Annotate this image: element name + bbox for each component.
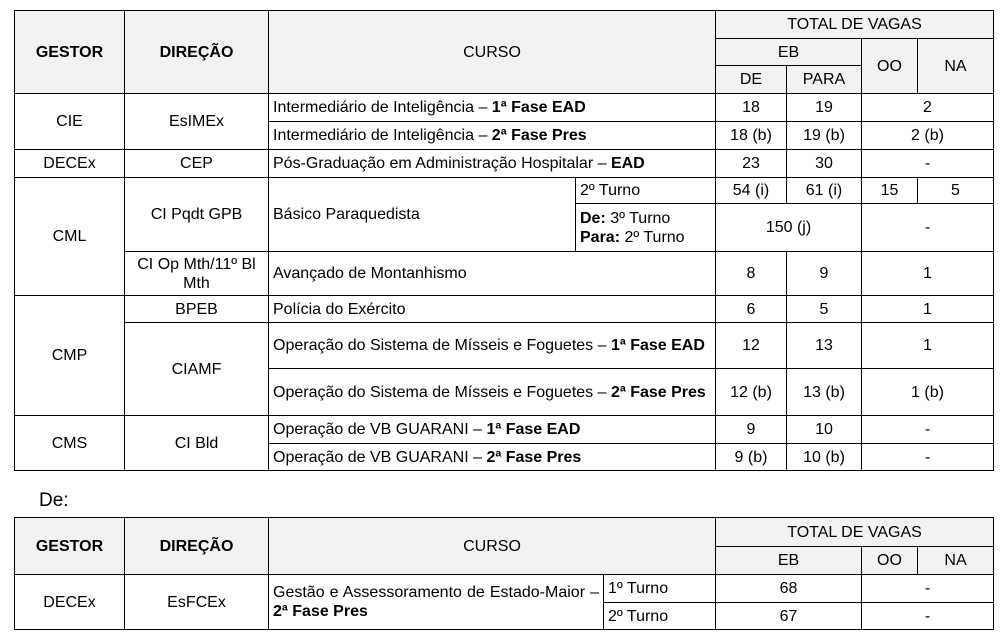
gestor-cell: CIE	[15, 94, 125, 150]
turno-cell: 2º Turno	[576, 178, 716, 204]
gestor-cell: DECEx	[15, 150, 125, 178]
oo-na-cell: -	[862, 575, 994, 603]
header-gestor: GESTOR	[15, 518, 125, 575]
curso-cell: Operação do Sistema de Mísseis e Foguetes – 1ª Fase EAD	[269, 323, 716, 369]
table-row	[15, 416, 994, 444]
de-cell: 18 (b)	[716, 122, 787, 150]
eb-cell: 68	[716, 575, 862, 603]
direcao-cell: CI Bld	[125, 416, 269, 471]
para-cell: 19	[787, 94, 862, 122]
de-cell: 6	[716, 296, 787, 323]
turno-cell: 1º Turno	[604, 575, 716, 603]
table-row	[15, 575, 994, 603]
oo-na-cell: -	[862, 150, 994, 178]
eb-cell: 150 (j)	[716, 204, 862, 252]
section-label-de: De:	[39, 490, 69, 511]
gestor-cell: CML	[15, 178, 125, 296]
oo-na-cell: 1	[862, 323, 994, 369]
direcao-cell: EsFCEx	[125, 575, 269, 630]
de-cell: 54 (i)	[716, 178, 787, 204]
direcao-cell: CI Op Mth/11º Bl Mth	[125, 252, 269, 296]
curso-cell: Gestão e Assessoramento de Estado-Maior – 2ª Fase Pres	[269, 575, 604, 630]
table-row	[15, 296, 994, 323]
de-cell: 23	[716, 150, 787, 178]
header-para: PARA	[787, 66, 862, 94]
para-cell: 13	[787, 323, 862, 369]
header-gestor: GESTOR	[15, 11, 125, 94]
para-cell: 61 (i)	[787, 178, 862, 204]
curso-cell: Intermediário de Inteligência – 1ª Fase EAD	[269, 94, 716, 122]
oo-na-cell: 1	[862, 252, 994, 296]
curso-cell: Avançado de Montanhismo	[269, 252, 716, 296]
header-curso: CURSO	[269, 11, 716, 94]
table-row	[15, 323, 994, 369]
header-total-vagas: TOTAL DE VAGAS	[716, 11, 994, 39]
oo-na-cell: -	[862, 444, 994, 471]
header-na: NA	[918, 39, 994, 94]
oo-na-cell: -	[862, 204, 994, 252]
direcao-cell: CI Pqdt GPB	[125, 178, 269, 252]
table-row	[15, 178, 994, 204]
de-cell: 9 (b)	[716, 444, 787, 471]
turno-cell: 2º Turno	[604, 603, 716, 630]
gestor-cell: DECEx	[15, 575, 125, 630]
header-curso: CURSO	[269, 518, 716, 575]
oo-cell: 15	[862, 178, 918, 204]
de-cell: 18	[716, 94, 787, 122]
direcao-cell: CEP	[125, 150, 269, 178]
de-cell: 8	[716, 252, 787, 296]
table-row	[15, 252, 994, 296]
oo-na-cell: 2	[862, 94, 994, 122]
de-cell: 12 (b)	[716, 369, 787, 416]
oo-na-cell: -	[862, 603, 994, 630]
para-cell: 10	[787, 416, 862, 444]
header-na: NA	[918, 547, 994, 575]
para-cell: 30	[787, 150, 862, 178]
curso-cell: Polícia do Exército	[269, 296, 716, 323]
vagas-table-de	[14, 517, 994, 630]
header-direcao: DIREÇÃO	[125, 11, 269, 94]
header-direcao: DIREÇÃO	[125, 518, 269, 575]
para-cell: 19 (b)	[787, 122, 862, 150]
oo-na-cell: -	[862, 416, 994, 444]
curso-cell: Operação do Sistema de Mísseis e Foguetes – 2ª Fase Pres	[269, 369, 716, 416]
header-oo: OO	[862, 547, 918, 575]
oo-na-cell: 1 (b)	[862, 369, 994, 416]
para-cell: 5	[787, 296, 862, 323]
para-cell: 9	[787, 252, 862, 296]
turno-cell: De: 3º Turno Para: 2º Turno	[576, 204, 716, 252]
oo-na-cell: 1	[862, 296, 994, 323]
curso-cell: Operação de VB GUARANI – 2ª Fase Pres	[269, 444, 716, 471]
header-oo: OO	[862, 39, 918, 94]
para-cell: 13 (b)	[787, 369, 862, 416]
header-eb: EB	[716, 39, 862, 66]
oo-na-cell: 2 (b)	[862, 122, 994, 150]
de-cell: 9	[716, 416, 787, 444]
curso-cell: Pós-Graduação em Administração Hospitalar – EAD	[269, 150, 716, 178]
header-eb: EB	[716, 547, 862, 575]
curso-cell: Operação de VB GUARANI – 1ª Fase EAD	[269, 416, 716, 444]
gestor-cell: CMP	[15, 296, 125, 416]
eb-cell: 67	[716, 603, 862, 630]
header-total-vagas: TOTAL DE VAGAS	[716, 518, 994, 547]
de-cell: 12	[716, 323, 787, 369]
na-cell: 5	[918, 178, 994, 204]
direcao-cell: CIAMF	[125, 323, 269, 416]
direcao-cell: BPEB	[125, 296, 269, 323]
curso-cell: Intermediário de Inteligência – 2ª Fase Pres	[269, 122, 716, 150]
table-row	[15, 94, 994, 122]
vagas-table	[14, 10, 994, 471]
gestor-cell: CMS	[15, 416, 125, 471]
header-de: DE	[716, 66, 787, 94]
direcao-cell: EsIMEx	[125, 94, 269, 150]
curso-cell: Básico Paraquedista	[269, 178, 576, 252]
para-cell: 10 (b)	[787, 444, 862, 471]
table-row	[15, 150, 994, 178]
